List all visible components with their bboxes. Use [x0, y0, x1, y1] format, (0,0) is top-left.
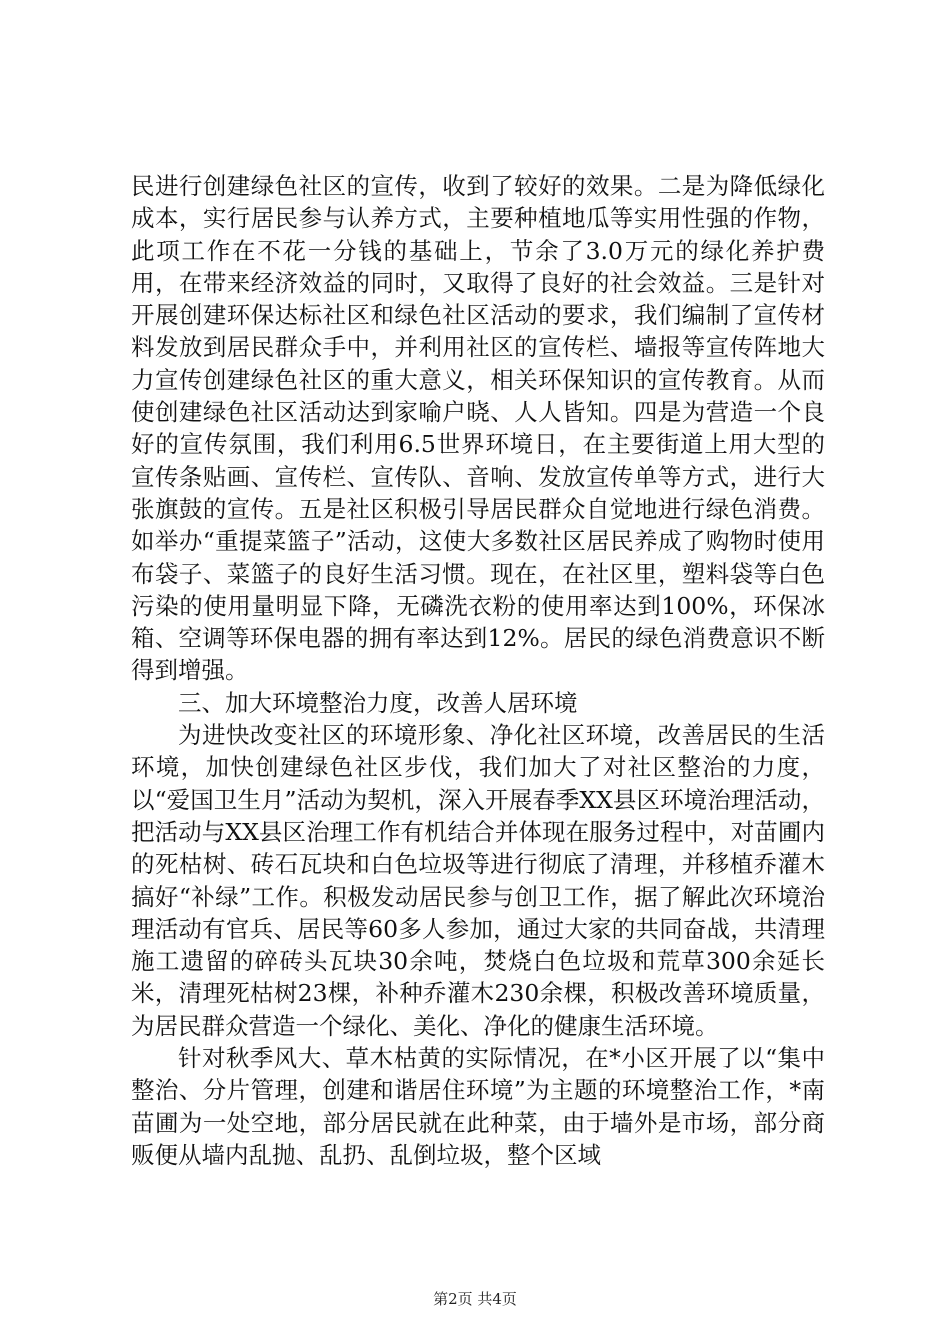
paragraph-continuation: 民进行创建绿色社区的宣传，收到了较好的效果。二是为降低绿化成本，实行居民参与认养方式，主要种植地瓜等实用性强的作物，此项工作在不花一分钱的基础上，节余了3.0万元的绿化养护费用，在带来经济效益的同时，又取得了良好的社会效益。三是针对开展创建环保达标社区和绿色社区活动的要求，我们编制了宣传材料发放到居民群众手中，并利用社区的宣传栏、墙报等宣传阵地大力宣传创建绿色社区的重大意义，相关环保知识的宣传教育。从而使创建绿色社区活动达到家喻户晓、人人皆知。四是为营造一个良好的宣传氛围，我们利用6.5世界环境日，在主要街道上用大型的宣传条贴画、宣传栏、宣传队、音响、发放宣传单等方式，进行大张旗鼓的宣传。五是社区积极引导居民群众自觉地进行绿色消费。如举办“重提菜篮子”活动，这使大多数社区居民养成了购物时使用布袋子、菜篮子的良好生活习惯。现在，在社区里，塑料袋等白色污染的使用量明显下降，无磷洗衣粉的使用率达到100%，环保冰箱、空调等环保电器的拥有率达到12%。居民的绿色消费意识不断得到增强。: [131, 172, 825, 685]
paragraph-autumn-renovation: 针对秋季风大、草木枯黄的实际情况，在*小区开展了以“集中整治、分片管理，创建和谐居住环境”为主题的环境整治工作，*南苗圃为一处空地，部分居民就在此种菜，由于墙外是市场，部分商贩便从墙内乱抛、乱扔、乱倒垃圾，整个区域: [131, 1044, 825, 1169]
section-heading: 三、加大环境整治力度，改善人居环境: [178, 688, 578, 717]
paragraph-environment-cleanup: 为进快改变社区的环境形象、净化社区环境，改善居民的生活环境，加快创建绿色社区步伐，我们加大了对社区整治的力度，以“爱国卫生月”活动为契机，深入开展春季XX县区环境治理活动，把活动与XX县区治理工作有机结合并体现在服务过程中，对苗圃内的死枯树、砖石瓦块和白色垃圾等进行彻底了清理，并移植乔灌木搞好“补绿”工作。积极发动居民参与创卫工作，据了解此次环境治理活动有官兵、居民等60多人参加，通过大家的共同奋战，共清理施工遗留的碎砖头瓦块30余吨，焚烧白色垃圾和荒草300余延长米，清理死枯树23棵，补种乔灌木230余棵，积极改善环境质量，为居民群众营造一个绿化、美化、净化的健康生活环境。: [131, 721, 825, 1040]
document-body: [131, 170, 825, 1171]
page-footer: 第2页 共4页: [433, 1290, 517, 1308]
